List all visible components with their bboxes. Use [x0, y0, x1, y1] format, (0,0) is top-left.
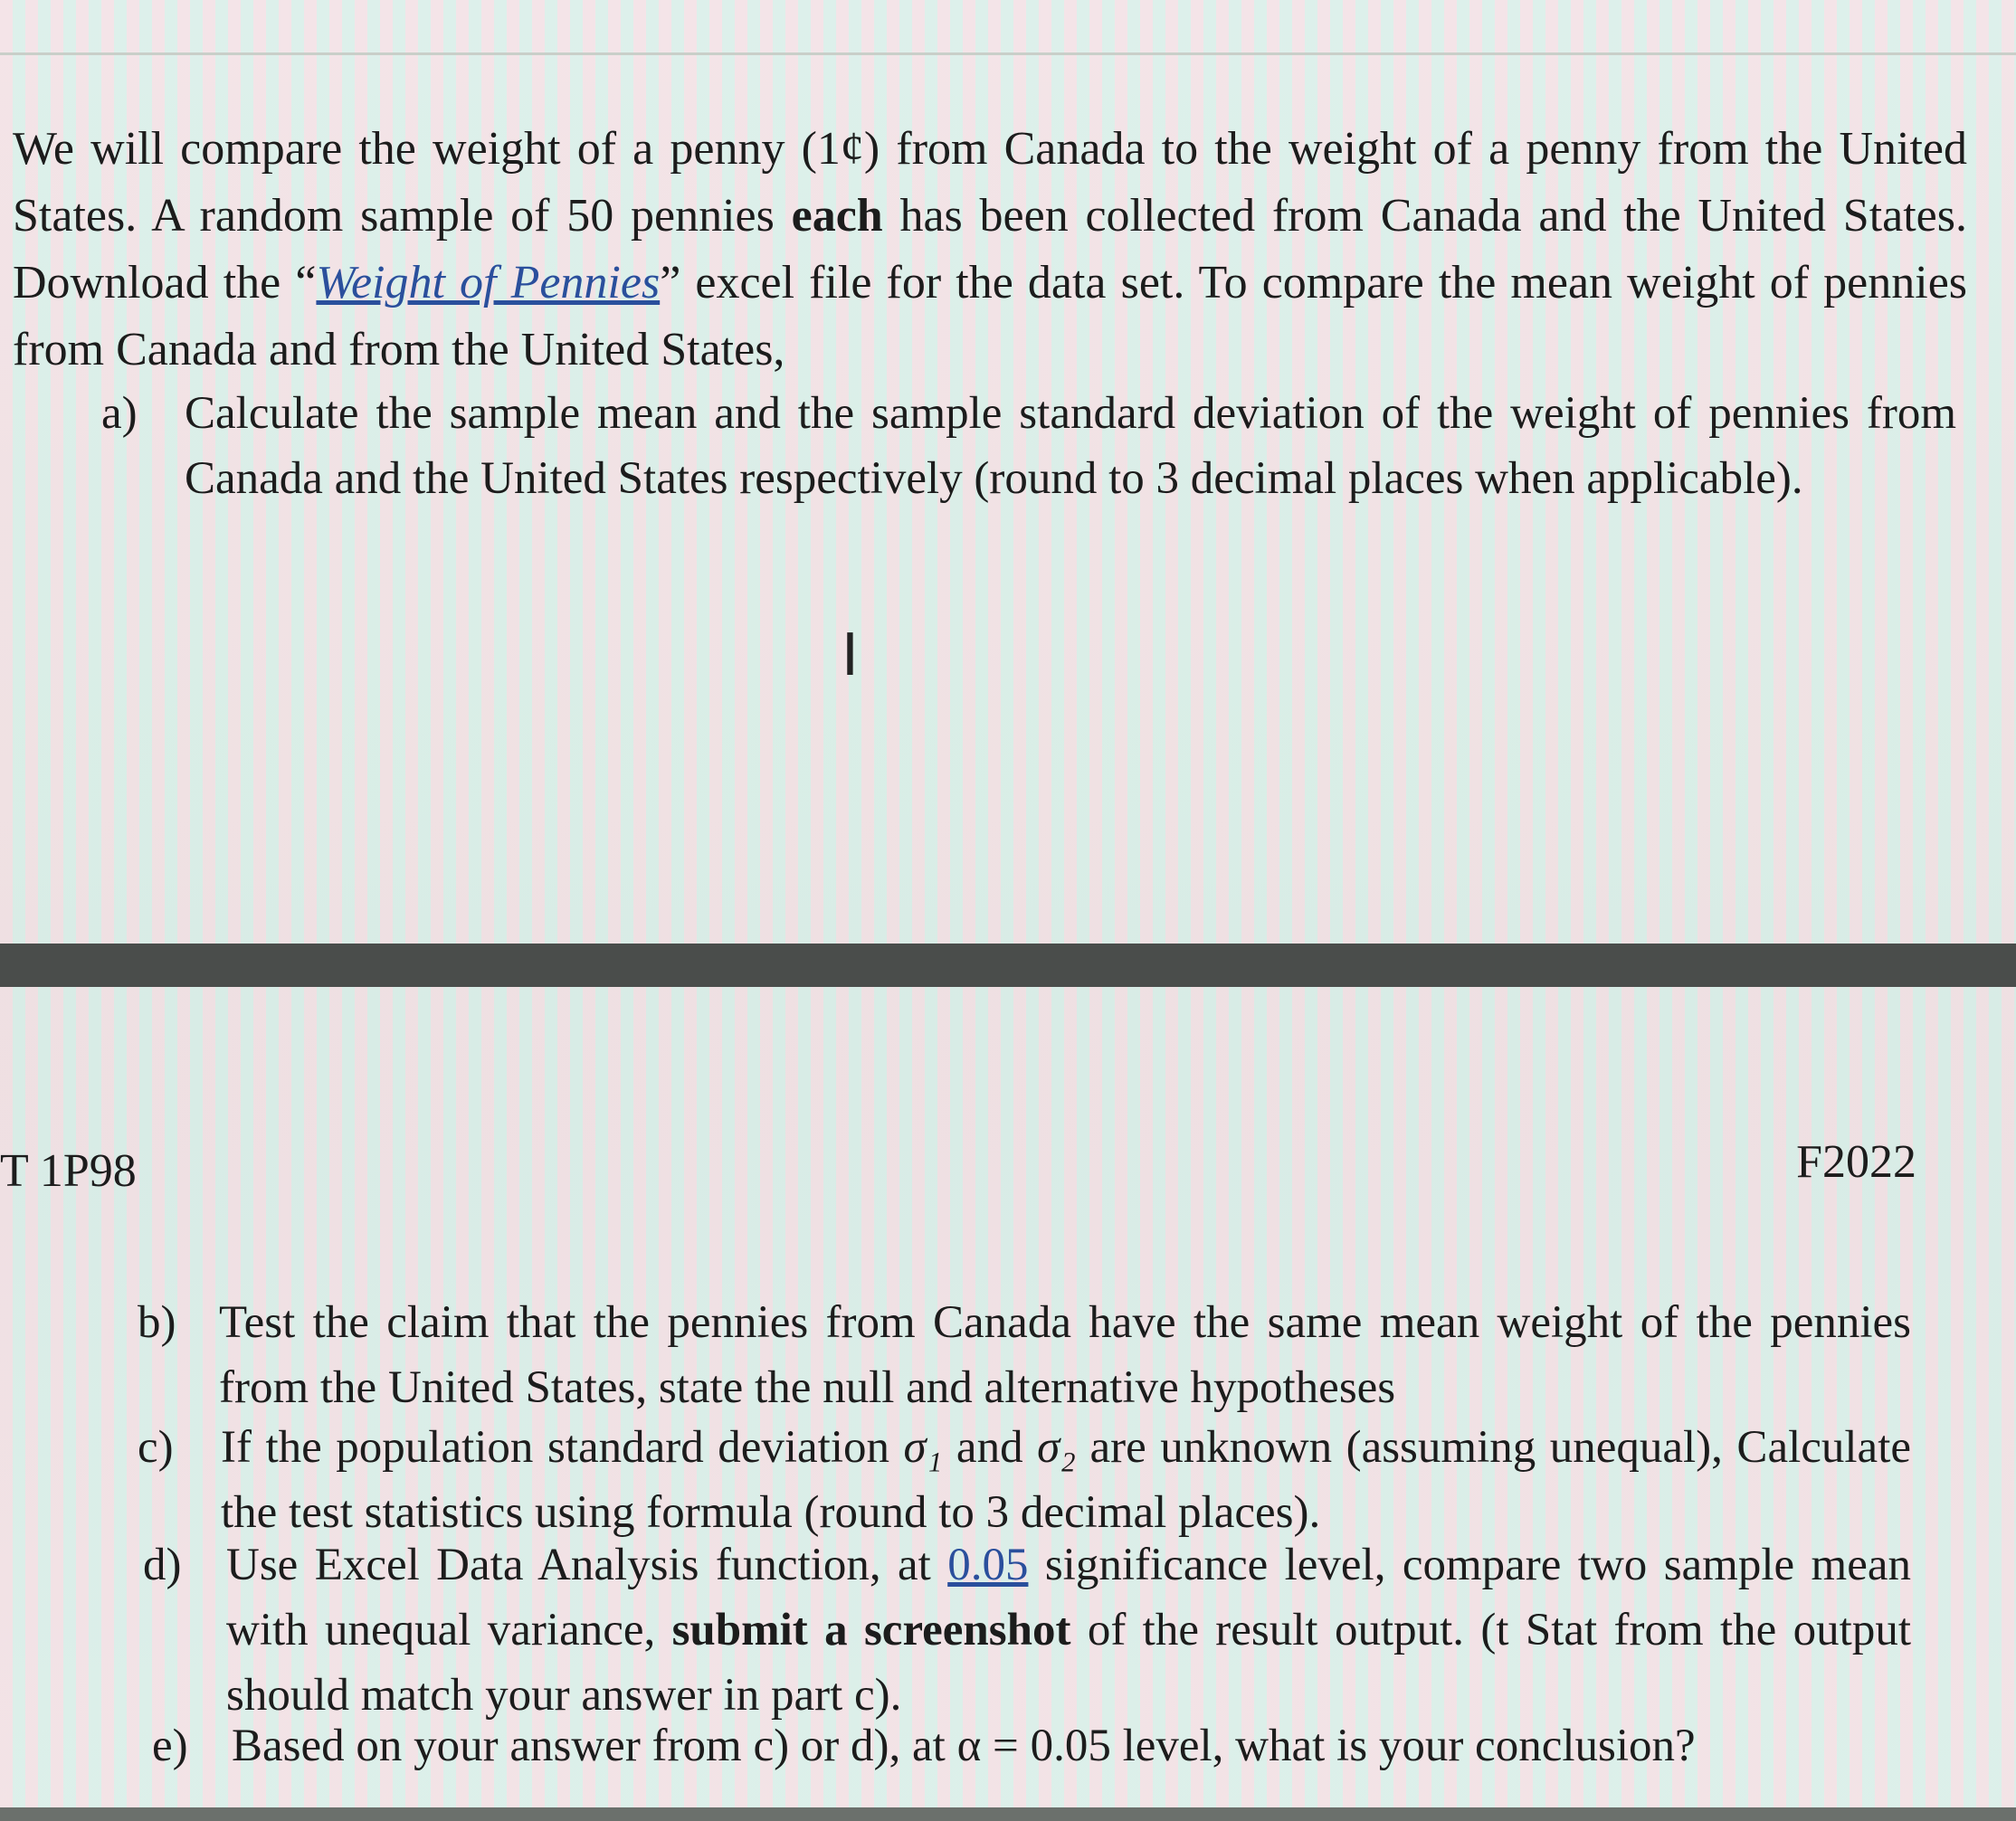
intro-paragraph: We will compare the weight of a penny (1¢) from Canada to the weight of a penny from the United States. A random sample of 50 pennies each has been collected from Canada and the United States. Download the “Weight of Pennies” excel file for the data set. To compare the mean weight of pennies from Canada and from the United States, — [13, 123, 1968, 375]
label-b: b) — [138, 1297, 176, 1348]
page-top-rule — [0, 52, 2016, 55]
text-cursor-icon: I — [842, 622, 859, 689]
page-divider — [0, 944, 2016, 987]
text-a: Calculate the sample mean and the sample standard deviation of the weight of pennies from Canada and the United States respectively (round to 3 decimal places when applicable). — [185, 388, 1956, 504]
bold-submit-screenshot: submit a screenshot — [671, 1605, 1071, 1655]
bottom-edge — [0, 1807, 2016, 1821]
text-b: Test the claim that the pennies from Canada have the same mean weight of the pennies from the United States, state the null and alternative hypotheses — [219, 1297, 1911, 1413]
course-code: T 1P98 — [0, 1145, 137, 1197]
text-e: Based on your answer from c) or d), at α = 0.05 level, what is your conclusion? — [232, 1721, 1696, 1771]
label-a: a) — [101, 388, 138, 439]
label-d: d) — [143, 1540, 182, 1590]
term-code: F2022 — [1796, 1136, 1916, 1188]
significance-value: 0.05 — [947, 1540, 1029, 1590]
weight-of-pennies-link[interactable]: Weight of Pennies — [316, 257, 661, 308]
label-e: e) — [152, 1721, 188, 1771]
sigma1: σ₁ — [903, 1422, 943, 1473]
sigma2: σ₂ — [1037, 1422, 1076, 1473]
bold-each: each — [791, 190, 883, 242]
text-d: Use Excel Data Analysis function, at 0.05 significance level, compare two sample mean with unequal variance, submit a screenshot of the result output. (t Stat from the output should match your answer in part c). — [226, 1540, 1911, 1721]
text-c: If the population standard deviation σ₁ and σ₂ are unknown (assuming unequal), Calculate the test statistics using formula (round to 3 decimal places). — [221, 1422, 1911, 1538]
label-c: c) — [138, 1422, 174, 1473]
